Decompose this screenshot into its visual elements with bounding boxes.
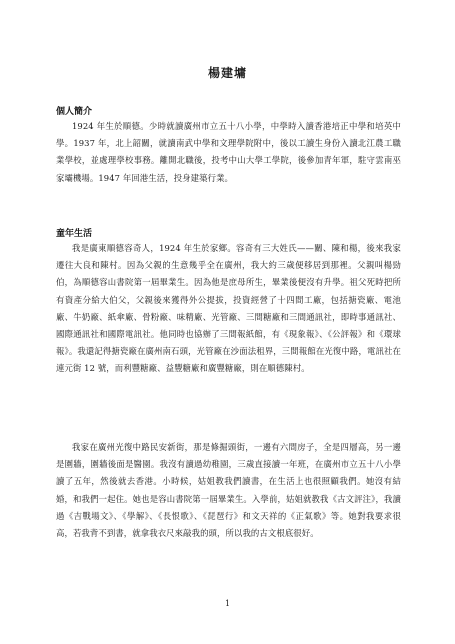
childhood-paragraph-2: 我家在廣州光復中路民安新街，那是條掘頭街，一邊有六間房子，全是四層高，另一邊是圍牆，圍牆後面是醫園。我沒有讀過幼稚園，三歲直接讀一年班，在廣州市立五十八小學讀了五年，然後就去香港。小時候，姑姐教我們讀書，在生活上也很照顧我們。她沒有結婚，和我們一起住。她也是容山書院第一屆畢業生。入學前，姑姐就教我《古文評注》，我讀過《吉戰場文》、《學解》、《長恨歌》、《琵琶行》和文天祥的《正氣歌》等。她對我要求很高，若我背不到書，就拿我衣尺來敲我的頭，所以我的古文根底很好。 (56, 442, 401, 539)
section-heading-profile: 個人簡介 (56, 107, 93, 117)
document-title: 楊建墉 (207, 66, 247, 80)
section-heading-childhood: 童年生活 (56, 229, 93, 239)
childhood-paragraph-1: 我是廣東順德容奇人，1924 年生於家鄉。容奇有三大姓氏——關、陳和楊，後來我家遷往大良和陳村。因為父親的生意幾乎全在廣州，我大約三歲便移居到那裡。父親叫楊勁伯，為順德容山書院第一屆畢業生。因為他是庶母所生，畢業後便沒有升學。祖父死時把所有資產分給大伯父，父親後來獲得外公提拔，投資經營了十四間工廠，包括搪瓷廠、電池廠、牛奶廠、紙傘廠、骨粉廠、味精廠、光管廠、三間糖廠和三間通訊社，即時事通訊社、國際通訊社和國際電訊社。他同時也協辦了三間報紙館，有《現象報》、《公評報》和《環球報》。我還記得搪瓷廠在廣州南石頭，光管廠在沙面法租界，三間報館在光復中路，電訊社在連元街 12 號，而利豐糖廠、益豐糖廠和廣豐糖廠，則在順德陳村。 (56, 243, 401, 374)
profile-paragraph: 1924 年生於順德。少時就讀廣州市立五十八小學，中學時入讀香港培正中學和培英中學。1937 年，北上韶關，就讀南武中學和文理學院附中，後以工讀生身份入讀北江農工職業學校，並處理學校事務。離開北職後，投考中山大學工學院，後參加青年軍，駐守雲南巫家壩機場。1947 年回港生活，投身建築行業。 (56, 121, 401, 183)
page-number: 1 (224, 599, 231, 608)
